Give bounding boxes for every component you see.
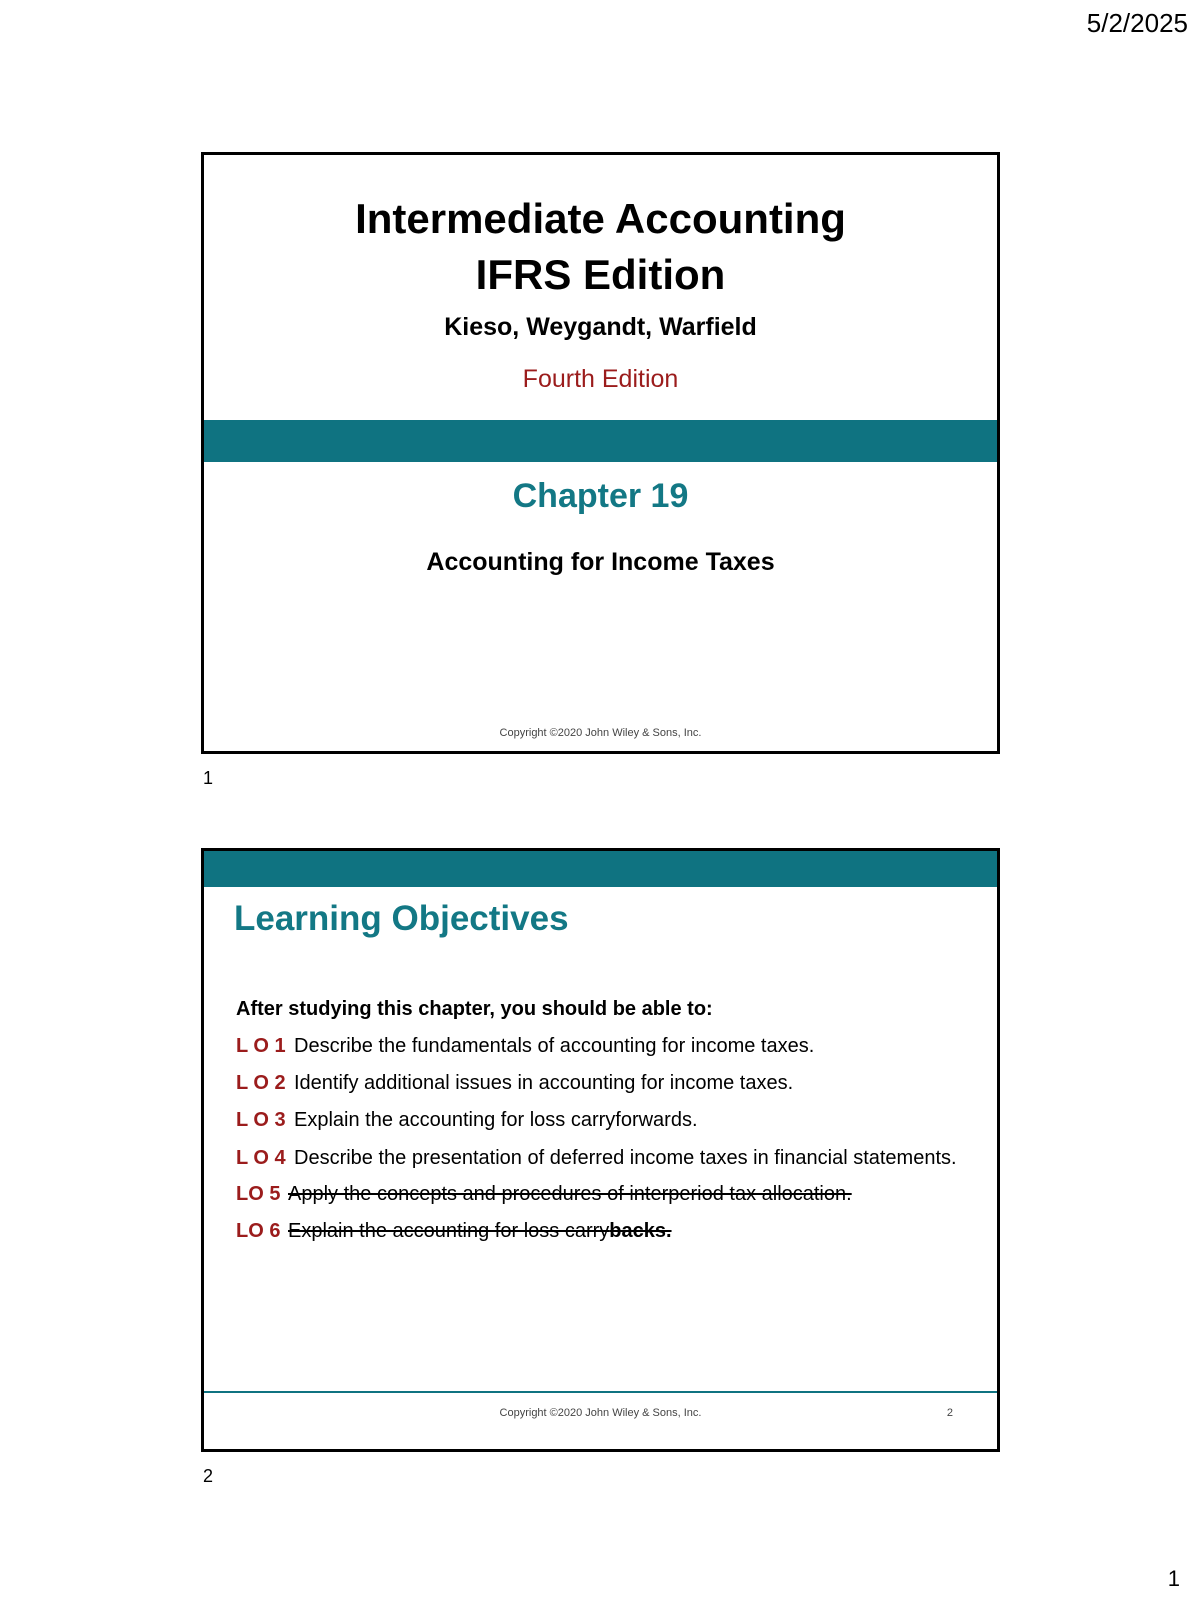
lo-code: L O 2 — [236, 1072, 286, 1094]
lo-code: LO 6 — [236, 1220, 281, 1242]
chapter-title: Chapter 19 — [512, 477, 689, 515]
lo-text: Explain the accounting for loss carryforwards. — [294, 1109, 698, 1131]
lo-code: LO 5 — [236, 1183, 281, 1205]
list-item — [236, 1139, 967, 1176]
slide-index-1: 1 — [203, 768, 214, 788]
objectives-list — [236, 991, 967, 1250]
edition: Fourth Edition — [522, 365, 679, 393]
lo-text: Identify additional issues in accounting for income taxes. — [294, 1072, 794, 1094]
lo-text: Describe the fundamentals of accounting for income taxes. — [294, 1035, 815, 1057]
lo-code: L O 4 — [236, 1147, 286, 1169]
lo-text: Explain the accounting for loss carry — [288, 1220, 610, 1242]
slide-index-2: 2 — [203, 1466, 214, 1486]
list-item — [236, 1176, 967, 1213]
title-line-2: IFRS Edition — [475, 251, 726, 298]
slide-2 — [201, 848, 1000, 1452]
list-item — [236, 1102, 967, 1139]
teal-band — [204, 420, 997, 462]
lo-code: L O 3 — [236, 1109, 286, 1131]
lo-text: Describe the presentation of deferred income taxes in financial statements. — [294, 1147, 957, 1169]
slide-1 — [201, 152, 1000, 754]
list-item — [236, 1028, 967, 1065]
lo-text: Apply the concepts and procedures of interperiod tax allocation. — [288, 1183, 852, 1205]
footer-divider — [204, 1391, 997, 1393]
lo-code: L O 1 — [236, 1035, 286, 1057]
objectives-intro: After studying this chapter, you should be able to: — [236, 998, 713, 1020]
title-line-1: Intermediate Accounting — [355, 195, 846, 242]
chapter-subtitle: Accounting for Income Taxes — [426, 548, 775, 576]
slide-title — [204, 191, 997, 303]
copyright: Copyright ©2020 John Wiley & Sons, Inc. — [499, 1407, 702, 1419]
page-date: 5/2/2025 — [1086, 8, 1188, 38]
slide-page-number: 2 — [946, 1407, 953, 1419]
slide-heading: Learning Objectives — [234, 899, 569, 938]
lo-text-bold: backs. — [609, 1220, 672, 1242]
authors: Kieso, Weygandt, Warfield — [444, 313, 757, 341]
list-item — [236, 1213, 967, 1250]
copyright: Copyright ©2020 John Wiley & Sons, Inc. — [499, 727, 702, 739]
page-number: 1 — [1167, 1566, 1180, 1591]
teal-band — [204, 851, 997, 887]
list-item — [236, 1065, 967, 1102]
